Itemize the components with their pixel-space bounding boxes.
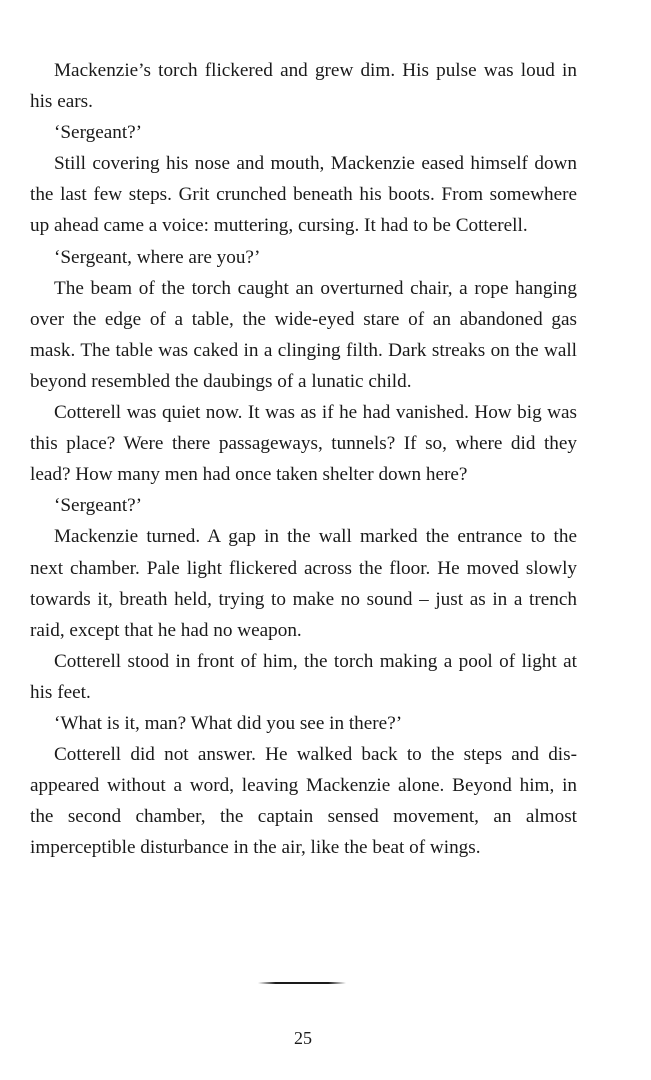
paragraph: Mackenzie’s torch flickered and grew dim. His pulse was loud in his ears. bbox=[30, 60, 577, 113]
paragraph: Still covering his nose and mouth, Mackenzie eased himself down the last few steps. Grit crunched beneath his boots. From somewhere up ahead came a voice: muttering, cursing. It had to be Cotterell. bbox=[30, 153, 577, 237]
body-text bbox=[30, 55, 577, 863]
paragraph: Cotterell stood in front of him, the torch making a pool of light at his feet. bbox=[30, 650, 577, 703]
paragraph: The beam of the torch caught an overturned chair, a rope hanging over the edge of a table, the wide-eyed stare of an abandoned gas mask. The table was caked in a clinging filth. Dark streaks on the wall beyond resembled the daubings of a lunatic child. bbox=[30, 277, 577, 392]
paragraph: ‘What is it, man? What did you see in there?’ bbox=[54, 712, 403, 734]
page-number: 25 bbox=[294, 1028, 312, 1048]
paragraph: Cotterell did not answer. He walked back to the steps and disappeared without a word, leaving Mackenzie alone. Beyond him, in the second chamber, the captain sensed movement, an almost imperceptible disturbance in the air, like the beat of wings. bbox=[30, 744, 577, 859]
section-break-rule bbox=[258, 982, 346, 984]
paragraph: Cotterell was quiet now. It was as if he had vanished. How big was this place? Were there passageways, tunnels? If so, where did they lead? How many men had once taken shelter down here? bbox=[30, 402, 577, 486]
paragraph: Mackenzie turned. A gap in the wall marked the entrance to the next chamber. Pale light flickered across the floor. He moved slowly towards it, breath held, trying to make no sound – just as in a trench raid, except that he had no weapon. bbox=[30, 526, 577, 641]
paragraph: ‘Sergeant?’ bbox=[54, 122, 143, 144]
paragraph: ‘Sergeant?’ bbox=[54, 495, 143, 517]
paragraph: ‘Sergeant, where are you?’ bbox=[54, 246, 261, 268]
